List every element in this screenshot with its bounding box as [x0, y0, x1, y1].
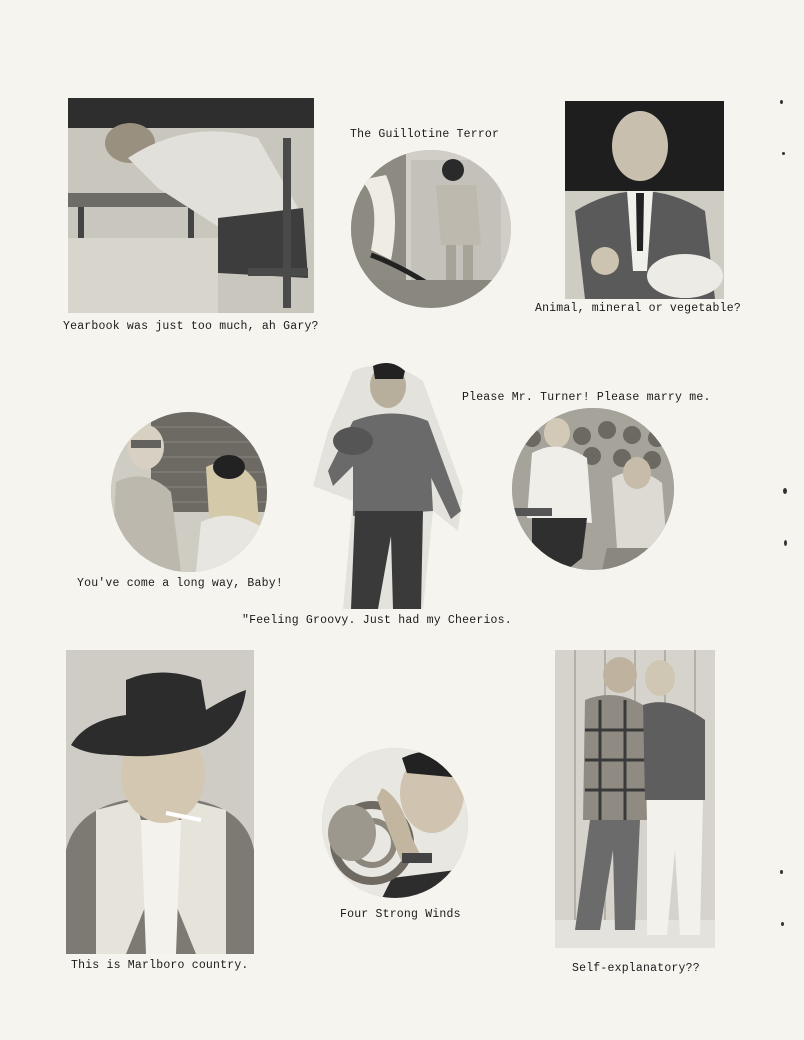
caption-winds: Four Strong Winds: [340, 908, 461, 921]
photo-couple-lockers: [555, 650, 715, 948]
edge-mark: [784, 540, 787, 546]
couple-lockers-image: [555, 650, 715, 948]
caption-animal: Animal, mineral or vegetable?: [535, 302, 741, 315]
photo-teacher-suit: [565, 101, 724, 299]
photo-cowboy-hat: [66, 650, 254, 954]
crowd-gym-image: [512, 408, 674, 570]
caption-baby: You've come a long way, Baby!: [77, 577, 283, 590]
cowboy-hat-image: [66, 650, 254, 954]
edge-mark: [783, 488, 787, 494]
caption-groovy: "Feeling Groovy. Just had my Cheerios.: [242, 614, 512, 627]
french-horn-image: [322, 748, 468, 898]
boy-dancing-image: [313, 361, 467, 609]
photo-crowd-gym: [512, 408, 674, 570]
photo-two-girls: [111, 412, 267, 572]
caption-turner: Please Mr. Turner! Please marry me.: [462, 391, 711, 404]
photo-french-horn: [322, 748, 468, 898]
caption-self: Self-explanatory??: [572, 962, 700, 975]
student-asleep-image: [68, 98, 314, 313]
photo-student-asleep: [68, 98, 314, 313]
edge-mark: [780, 870, 783, 874]
teacher-suit-image: [565, 101, 724, 299]
photo-paper-cutter: [351, 150, 511, 308]
edge-mark: [780, 100, 783, 104]
two-girls-image: [111, 412, 267, 572]
photo-boy-dancing: [313, 361, 467, 609]
edge-mark: [782, 152, 785, 155]
caption-guillotine: The Guillotine Terror: [350, 128, 500, 141]
caption-yearbook: Yearbook was just too much, ah Gary?: [63, 320, 319, 333]
edge-mark: [781, 922, 784, 926]
paper-cutter-image: [351, 150, 511, 308]
caption-marlboro: This is Marlboro country.: [71, 959, 249, 972]
